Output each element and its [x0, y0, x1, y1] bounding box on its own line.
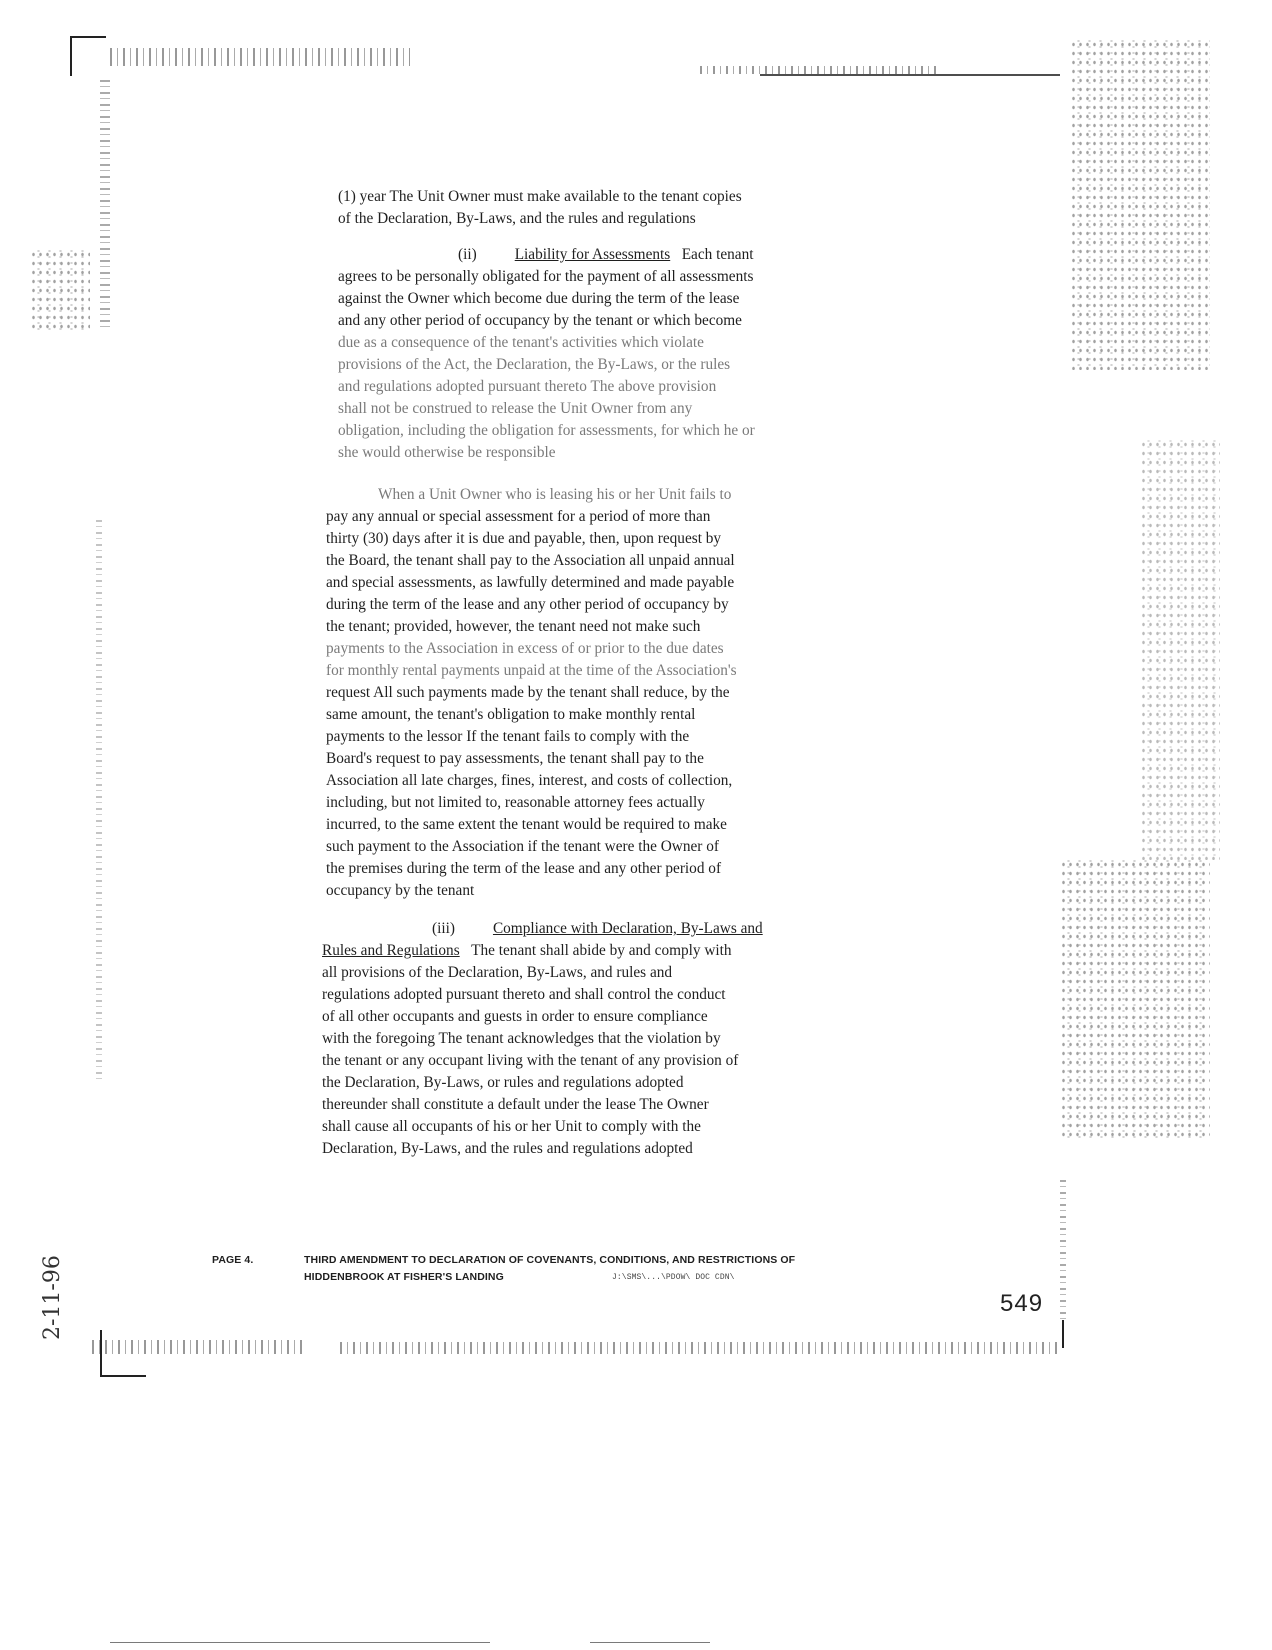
- section-ii-number: (ii): [458, 246, 477, 263]
- text-line: against the Owner which become due during the term of the lease: [338, 290, 740, 307]
- text-line: the Declaration, By-Laws, or rules and regulations adopted: [322, 1074, 684, 1091]
- section-iii: [322, 918, 862, 1160]
- text-line: request All such payments made by the tenant shall reduce, by the: [326, 684, 730, 701]
- section-iii-heading-part2: Rules and Regulations: [322, 942, 460, 959]
- text-line: and special assessments, as lawfully determined and made payable: [326, 574, 735, 591]
- section-iii-first-line: The tenant shall abide by and comply with: [471, 942, 732, 959]
- section-iii-heading-line-2: [322, 940, 862, 962]
- text-line: and regulations adopted pursuant thereto The above provision: [338, 378, 717, 395]
- footer-title-line-1: THIRD AMENDMENT TO DECLARATION OF COVENANTS, CONDITIONS, AND RESTRICTIONS OF: [304, 1254, 796, 1266]
- text-line: the premises during the term of the lease and any other period of: [326, 860, 722, 877]
- scan-noise-bottom-right: [340, 1342, 1060, 1354]
- text-line: with the foregoing The tenant acknowledges that the violation by: [322, 1030, 721, 1047]
- text-line: obligation, including the obligation for assessments, for which he or: [338, 422, 755, 439]
- text-line: all provisions of the Declaration, By-Laws, and rules and: [322, 964, 673, 981]
- text-line: payments to the Association in excess of or prior to the due dates: [326, 640, 724, 657]
- text-line: Board's request to pay assessments, the tenant shall pay to the: [326, 750, 704, 767]
- scan-noise-left-edge-2: [96, 520, 102, 1080]
- section-ii: [338, 244, 878, 464]
- section-ii-heading: Liability for Assessments: [514, 246, 671, 263]
- text-line: thereunder shall constitute a default under the lease The Owner: [322, 1096, 709, 1113]
- text-line: shall cause all occupants of his or her Unit to comply with the: [322, 1118, 701, 1135]
- scan-noise-right-top: [1070, 40, 1210, 370]
- scan-noise-top-left: [110, 48, 410, 66]
- footer-title-line-2: HIDDENBROOK AT FISHER'S LANDING: [304, 1271, 504, 1283]
- scan-noise-right-edge: [1060, 1180, 1066, 1320]
- text-line: of the Declaration, By-Laws, and the rules and regulations: [338, 210, 696, 227]
- text-line: such payment to the Association if the tenant were the Owner of: [326, 838, 719, 855]
- text-line: the Board, the tenant shall pay to the Association all unpaid annual: [326, 552, 735, 569]
- text-line: due as a consequence of the tenant's activities which violate: [338, 334, 704, 351]
- footer-doc-code: J:\SMS\...\PDOW\ DOC CDN\: [612, 1273, 735, 1282]
- text-line: thirty (30) days after it is due and payable, then, upon request by: [326, 530, 722, 547]
- text-line: payments to the lessor If the tenant fails to comply with the: [326, 728, 690, 745]
- text-line: provisions of the Act, the Declaration, the By-Laws, or the rules: [338, 356, 731, 373]
- paragraph-intro: [338, 186, 878, 230]
- text-line: during the term of the lease and any other period of occupancy by: [326, 596, 729, 613]
- text-line: When a Unit Owner who is leasing his or her Unit fails to: [378, 486, 732, 503]
- section-iii-heading-part1: Compliance with Declaration, By-Laws and: [492, 920, 763, 937]
- frame-bottom-left-corner: [100, 1375, 146, 1377]
- frame-top-right-line: [760, 74, 1060, 76]
- frame-top-left-corner: [70, 36, 106, 38]
- text-line: and any other period of occupancy by the tenant or which become: [338, 312, 742, 329]
- text-line: regulations adopted pursuant thereto and shall control the conduct: [322, 986, 726, 1003]
- section-ii-heading-line: [338, 244, 878, 266]
- scan-noise-right-low: [1060, 860, 1210, 1140]
- text-line: including, but not limited to, reasonable attorney fees actually: [326, 794, 705, 811]
- text-line: the tenant; provided, however, the tenant need not make such: [326, 618, 701, 635]
- text-line: incurred, to the same extent the tenant would be required to make: [326, 816, 727, 833]
- frame-bottom-right-tick: [1062, 1320, 1064, 1348]
- text-line: shall not be construed to release the Unit Owner from any: [338, 400, 693, 417]
- section-iii-number: (iii): [432, 920, 455, 937]
- text-line: agrees to be personally obligated for the payment of all assessments: [338, 268, 754, 285]
- section-ii-lead: Each tenant: [681, 246, 754, 263]
- text-line: same amount, the tenant's obligation to make monthly rental: [326, 706, 696, 723]
- scan-noise-right-mid: [1140, 440, 1220, 860]
- recording-page-number: 549: [1000, 1290, 1044, 1317]
- text-line: of all other occupants and guests in order to ensure compliance: [322, 1008, 708, 1025]
- footer-title: [304, 1252, 904, 1286]
- frame-left-bottom-tick: [100, 1330, 102, 1376]
- handwritten-margin-note: 2-11-96: [40, 1255, 65, 1340]
- bottom-rule-2: [590, 1642, 710, 1643]
- text-line: occupancy by the tenant: [326, 882, 475, 899]
- text-line: Declaration, By-Laws, and the rules and regulations adopted: [322, 1140, 693, 1157]
- text-line: Association all late charges, fines, interest, and costs of collection,: [326, 772, 733, 789]
- scan-noise-left-edge: [100, 80, 110, 330]
- text-line: the tenant or any occupant living with the tenant of any provision of: [322, 1052, 739, 1069]
- frame-left-top-tick: [70, 36, 72, 76]
- text-line: for monthly rental payments unpaid at the time of the Association's: [326, 662, 737, 679]
- text-line: she would otherwise be responsible: [338, 444, 556, 461]
- text-line: (1) year The Unit Owner must make available to the tenant copies: [338, 188, 742, 205]
- footer-page-label: PAGE 4.: [212, 1254, 254, 1266]
- section-ii-continuation: [326, 484, 866, 902]
- section-iii-heading-line: [322, 918, 862, 940]
- text-line: pay any annual or special assessment for a period of more than: [326, 508, 711, 525]
- scan-noise-left-blob: [30, 250, 90, 330]
- scan-noise-bottom-left: [92, 1340, 302, 1354]
- scan-noise-top-mid: [700, 66, 940, 74]
- bottom-rule: [110, 1642, 490, 1643]
